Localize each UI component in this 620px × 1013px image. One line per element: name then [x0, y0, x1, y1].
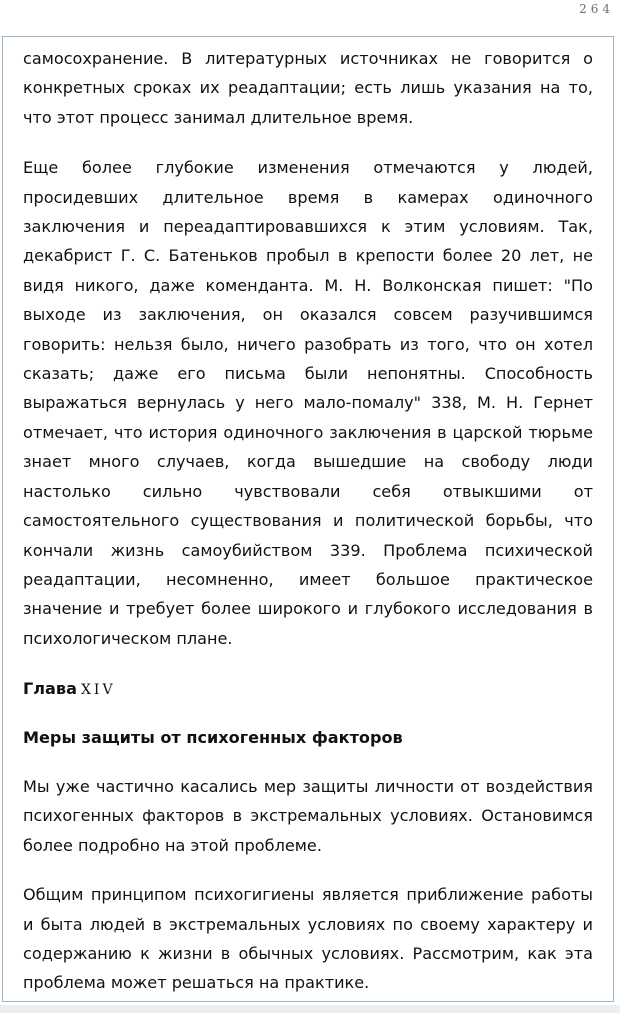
section-title: Меры защиты от психогенных факторов — [23, 727, 403, 747]
section-paragraph-2: Общим принципом психогигиены является приближение работы и быта людей в экстремальных условиях по своему характеру и содержанию к жизни в обычных условиях. Рассмотрим, как эта проблема может решаться на практике. — [23, 885, 593, 993]
section-paragraph-1: Мы уже частично касались мер защиты личности от воздействия психогенных факторов в экстремальных условиях. Остановимся более подробно на этой проблеме. — [23, 776, 593, 855]
page-number: 264 — [579, 2, 614, 16]
chapter-number: XIV — [80, 682, 116, 699]
document-body — [23, 44, 593, 998]
chapter-heading — [23, 674, 593, 705]
page-header — [0, 0, 620, 30]
chapter-label: Глава — [23, 679, 77, 699]
page-bottom-band — [0, 1005, 620, 1013]
paragraph-1: самосохранение. В литературных источниках не говорится о конкретных сроках их реадаптации; есть лишь указания на то, что этот процесс занимал длительное время. — [23, 49, 593, 127]
paragraph-2: Еще более глубокие изменения отмечаются у людей, просидевших длительное время в камерах одиночного заключения и переадаптировавшихся к этим условиям. Так, декабрист Г. С. Батеньков пробыл в крепости более 20 лет, не видя никого, даже коменданта. М. Н. Волконская пишет: "По выходе из заключения, он оказался совсем разучившимся говорить: нельзя было, ничего разобрать из того, что он хотел сказать; даже его письма были непонятны. Способность выражаться вернулась у него мало-помалу" 338, М. Н. Гернет отмечает, что история одиночного заключения в царской тюрьме знает много случаев, когда вышедшие на свободу люди настолько сильно чувствовали себя отвыкшими от самостоятельного существования и политической борьбы, что кончали жизнь самоубийством 339. Проблема психической реадаптации, несомненно, имеет большое практическое значение и требует более широкого и глубокого исследования в психологическом плане. — [23, 158, 593, 648]
